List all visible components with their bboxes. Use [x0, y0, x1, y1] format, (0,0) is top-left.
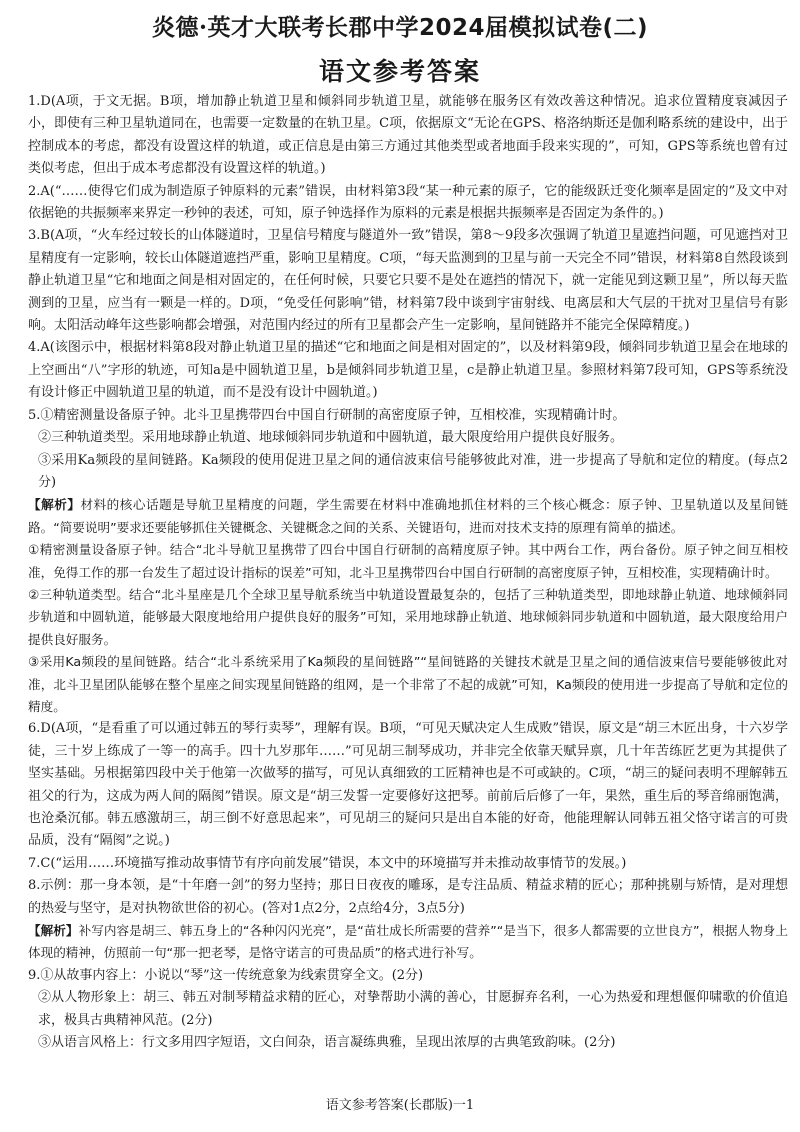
- analysis-text: 材料的核心话题是导航卫星精度的问题，学生需要在材料中准确地抓住材料的三个核心概念：原子钟、卫星轨道以及星间链路。“简要说明”要求还要能够抓住关键概念、关键概念之间的关系、关键语句，进而对技术支持的原理有简单的描述。: [28, 497, 789, 535]
- exam-brand: 炎德·英才大联考: [151, 14, 325, 41]
- analysis-text: 补写内容是胡三、韩五身上的“各种闪闪光亮”，是“苗壮成长所需要的营养”“是当下，很多人都需要的立世良方”，根据人物身上体现的精神，仿照前一句“那一把老琴，是恪守诺言的可贵品质”的格式进行补写。: [28, 923, 788, 961]
- answer-q3: 3.B(A项，“火车经过较长的山体隧道时，卫星信号精度与隧道外一致”错误，第8～9段多次强调了轨道卫星遮挡问题，可见遮挡对卫星精度有一定影响，较长山体隧道遮挡严重，影响卫星精度。C项，“每天监测到的卫星与前一天完全不同”错误，材料第8自然段谈到静止轨道卫星“它和地面之间是相对固定的，在任何时候，只要它只要不是处在遮挡的情况下，就一定能见到这颗卫星”，所以每天监测到的卫星，应当有一颗是一样的。D项，“免受任何影响”错，材料第7段中谈到宇宙射线、电离层和大气层的干扰对卫星信号有影响。太阳活动峰年这些影响都会增强，对范围内经过的所有卫星都会产生一定影响，星间链路并不能完全保障精度。): [28, 228, 788, 334]
- answer-content: [28, 91, 788, 1054]
- answer-q8: 8.示例：那一身本领，是“十年磨一剑”的努力坚持；那日日夜夜的雕琢，是专注品质、精益求精的匠心；那种挑剔与矫情，是对理想的热爱与坚守，是对执物欲世俗的初心。(答对1点2分，2点给4分，3点5分): [28, 878, 788, 916]
- answer-key-title: 语文参考答案: [318, 57, 481, 86]
- exam-title: 长郡中学2024届模拟试卷(二): [324, 15, 649, 41]
- answer-q2: 2.A(“……使得它们成为制造原子钟原料的元素”错误，由材料第3段“某一种元素的原子，它的能级跃迁变化频率是固定的”及文中对依据铯的共振频率来界定一秒钟的表述，可知，原子钟选择作为原料的元素是根据共振频率是否固定为条件的。): [28, 183, 788, 222]
- analysis-tag: 【解析】: [28, 923, 79, 939]
- answer-q1: 1.D(A项，于文无据。B项，增加静止轨道卫星和倾斜同步轨道卫星，就能够在服务区有效改善这种情况。追求位置精度衰减因子小，即使有三种卫星轨道同在，也需要一定数量的在轨卫星。C项，依据原文“无论在GPS、格洛纳斯还是伽利略系统的建设中，出于控制成本的考虑，都没有设置这样的轨道，或正信息是由第三方通过其他类型或者地面手段来实现的”，可知，GPS等系统也曾有过类似考虑，但出于成本考虑都没有设置这样的轨道。): [28, 94, 788, 177]
- analysis-q5-point3: ③采用Ka频段的星间链路。结合“北斗系统采用了Ka频段的星间链路”“星间链路的关键技术就是卫星之间的通信波束信号要能够彼此对准，北斗卫星团队能够在整个星座之间实现星间链路的组网，是一个非常了不起的成就”可知，Ka频段的使用进一步提高了导航和定位的精度。: [28, 654, 788, 714]
- answer-q4: 4.A(该图示中，根据材料第8段对静止轨道卫星的描述“它和地面之间是相对固定的”，以及材料第9段，倾斜同步轨道卫星会在地球的上空画出“八”字形的轨迹，可知a是中圆轨道卫星，b是倾斜同步轨道卫星，c是静止轨道卫星。参照材料第7段可知，GPS等系统没有设计修正中圆轨道卫星的轨道，而不是没有设计中圆轨道。): [28, 340, 788, 401]
- exam-header-title: [0, 9, 800, 42]
- analysis-q5-point1: ①精密测量设备原子钟。结合“北斗导航卫星携带了四台中国自行研制的高精度原子钟。其中两台工作，两台备份。原子钟之间互相校准，免得工作的那一台发生了超过设计指标的误差”可知，北斗卫星携带四台中国自行研制的高密度原子钟，互相校准，实现精确计时。: [28, 542, 788, 580]
- answer-q9-point3: ③从语言风格上：行文多用四字短语，文白间杂，语言凝练典雅，呈现出浓厚的古典笔致韵味。(2分): [38, 1035, 616, 1051]
- answer-q5-point1: 5.①精密测量设备原子钟。北斗卫星携带四台中国自行研制的高密度原子钟，互相校准，实现精确计时。: [28, 407, 626, 423]
- analysis-q8: [28, 920, 788, 965]
- answer-q5-point3: ③采用Ka频段的星间链路。Ka频段的使用促进卫星之间的通信波束信号能够彼此对准，进一步提高了导航和定位的精度。(每点2分): [38, 452, 788, 490]
- answer-q6: 6.D(A项，“是看重了可以通过韩五的琴行卖琴”，理解有误。B项，“可见天赋决定人生成败”错误，原文是“胡三木匠出身，十六岁学徒，三十岁上练成了一等一的高手。四十九岁那年……”可见胡三制琴成功，并非完全依靠天赋异禀，几十年苦练匠艺更为其提供了坚实基础。另根据第四段中关于他第一次做琴的描写，可见认真细致的工匠精神也是不可或缺的。C项，“胡三的疑问表明不理解韩五祖父的行为，这成为两人间的隔阂”错误。原文是“胡三发誓一定要修好这把琴。前前后后修了一年，果然，重生后的琴音绵丽饱满，也沧桑沉郁。韩五感激胡三，胡三倒不好意思起来”，可见胡三的疑问只是出自本能的好奇，他能理解认同韩五祖父恪守诺言的可贵品质，没有“隔阂”之说。): [28, 721, 788, 849]
- answer-q7: 7.C(“运用……环境描写推动故事情节有序向前发展”错误，本文中的环境描写并未推动故事情节的发展。): [28, 855, 627, 871]
- analysis-q5: [28, 494, 788, 539]
- page-footer: 语文参考答案(长郡版)一1: [325, 1098, 475, 1113]
- analysis-tag: 【解析】: [28, 497, 81, 513]
- answer-q5-point2: ②三种轨道类型。采用地球静止轨道、地球倾斜同步轨道和中圆轨道，最大限度给用户提供良好服务。: [38, 430, 624, 446]
- analysis-q5-point2: ②三种轨道类型。结合“北斗星座是几个全球卫星导航系统当中轨道设置最复杂的，包括了三种轨道类型，即地球静止轨道、地球倾斜同步轨道和中圆轨道，能够最大限度地给用户提供良好的服务”可知，采用地球静止轨道、地球倾斜同步轨道和中圆轨道，最大限度给用户提供良好服务。: [28, 586, 788, 647]
- answer-q9-point1: 9.①从故事内容上：小说以“琴”这一传统意象为线索贯穿全文。(2分): [28, 967, 424, 983]
- answer-q9-point2: ②从人物形象上：胡三、韩五对制琴精益求精的匠心，对挚帮助小满的善心，甘愿摒弃名利，一心为热爱和理想偃仰啸歌的价值追求，极具古典精神风范。(2分): [38, 990, 788, 1028]
